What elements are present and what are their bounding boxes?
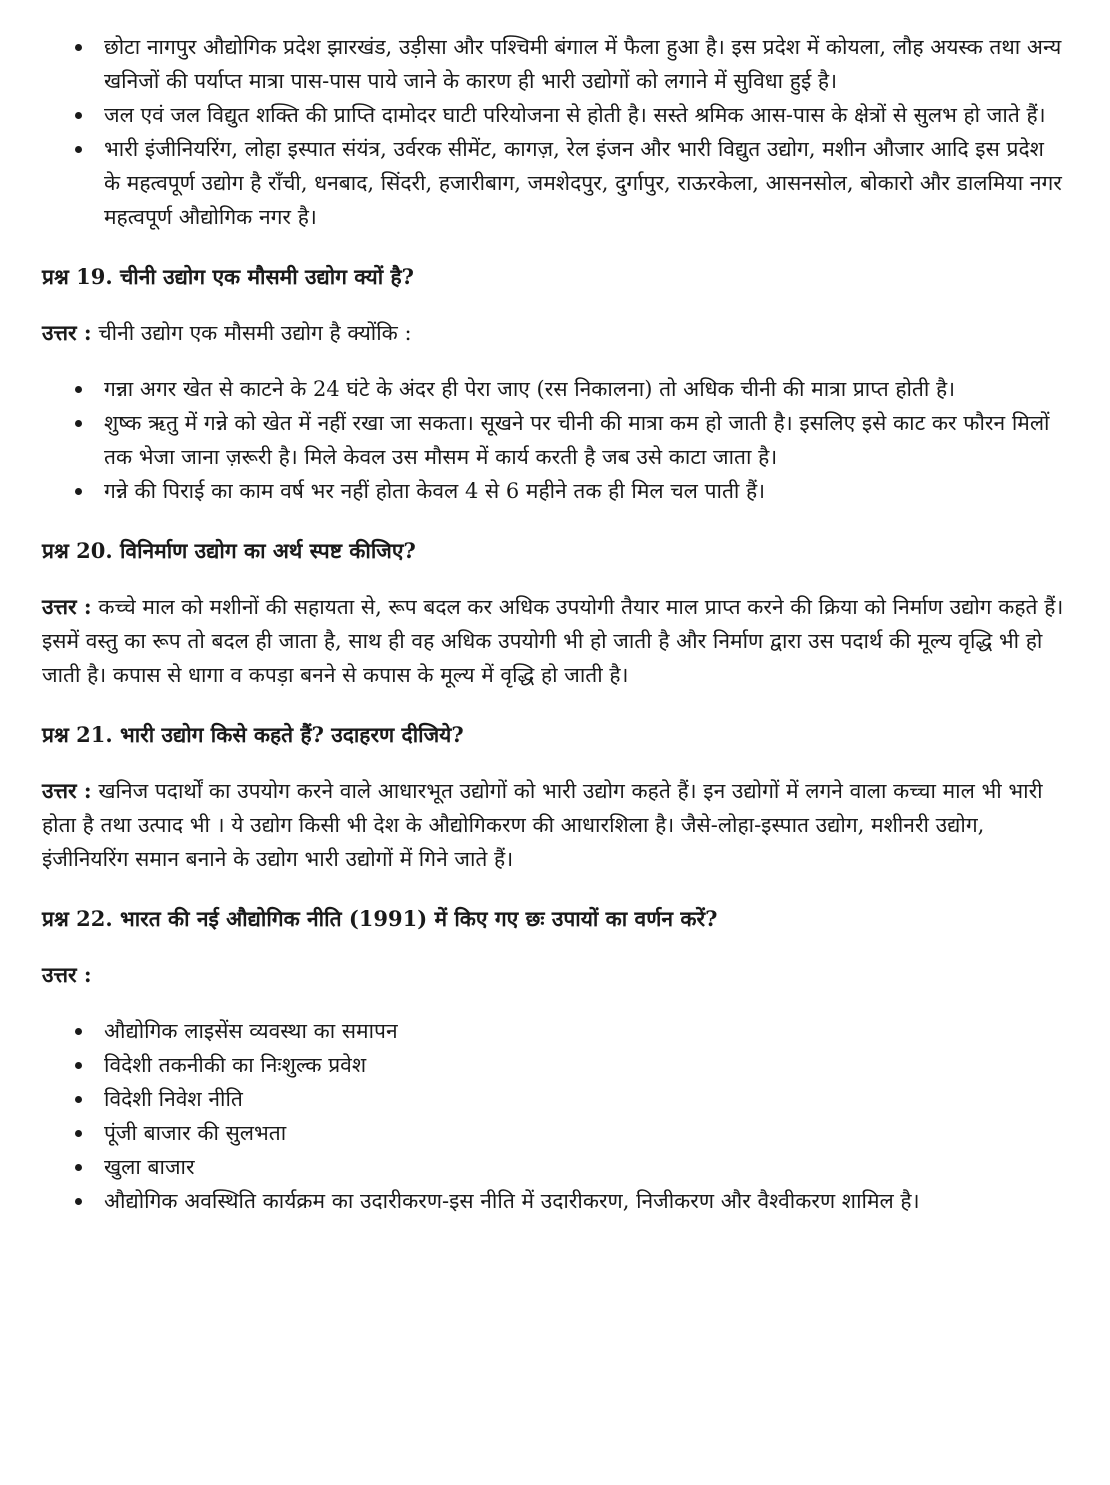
list-item: [42, 30, 1066, 98]
bullet-dot-icon: [75, 1130, 82, 1137]
bullet-dot-icon: [75, 1028, 82, 1035]
question-22-heading: प्रश्न 22. भारत की नई औद्योगिक नीति (1991) में किए गए छः उपायों का वर्णन करें?: [42, 906, 718, 931]
question-19-heading: प्रश्न 19. चीनी उद्योग एक मौसमी उद्योग क्यों है?: [42, 264, 414, 289]
answer-label: उत्तर :: [42, 594, 92, 619]
list-item-text: छोटा नागपुर औद्योगिक प्रदेश झारखंड, उड़ीसा और पश्चिमी बंगाल में फैला हुआ है। इस प्रदेश में कोयला, लौह अयस्क तथा अन्य खनिजों की पर्याप्त मात्रा पास-पास पाये जाने के कारण ही भारी उद्योगों को लगाने में सुविधा हुई है।: [104, 35, 1062, 93]
list-item: [42, 474, 1066, 508]
list-item-text: गन्ने की पिराई का काम वर्ष भर नहीं होता केवल 4 से 6 महीने तक ही मिल चल पाती हैं।: [104, 479, 766, 503]
bullet-dot-icon: [75, 146, 82, 153]
list-item: [42, 1014, 1066, 1048]
intro-bullet-list: [42, 30, 1066, 234]
answer-text: खनिज पदार्थों का उपयोग करने वाले आधारभूत उद्योगों को भारी उद्योग कहते हैं। इन उद्योगों में लगने वाला कच्चा माल भी भारी होता है तथा उत्पाद भी । ये उद्योग किसी भी देश के औद्योगिकरण की आधारशिला है। जैसे-लोहा-इस्पात उद्योग, मशीनरी उद्योग, इंजीनियरिंग समान बनाने के उद्योग भारी उद्योगों में गिने जाते हैं।: [42, 779, 1043, 871]
list-item-text: विदेशी तकनीकी का निःशुल्क प्रवेश: [104, 1053, 367, 1077]
answer-label: उत्तर :: [42, 320, 92, 345]
list-item-text: विदेशी निवेश नीति: [104, 1087, 243, 1111]
list-item: [42, 372, 1066, 406]
answer-text: चीनी उद्योग एक मौसमी उद्योग है क्योंकि :: [91, 321, 412, 345]
list-item-text: शुष्क ऋतु में गन्ने को खेत में नहीं रखा जा सकता। सूखने पर चीनी की मात्रा कम हो जाती है। इसलिए इसे काट कर फौरन मिलों तक भेजा जाना ज़रूरी है। मिले केवल उस मौसम में कार्य करती है जब उसे काटा जाता है।: [104, 411, 1050, 469]
list-item: [42, 406, 1066, 474]
bullet-dot-icon: [75, 1198, 82, 1205]
list-item: [42, 1082, 1066, 1116]
answer-20: [42, 590, 1066, 692]
bullet-dot-icon: [75, 488, 82, 495]
answer-21: [42, 774, 1066, 876]
bullet-dot-icon: [75, 386, 82, 393]
answer-text: कच्चे माल को मशीनों की सहायता से, रूप बदल कर अधिक उपयोगी तैयार माल प्राप्त करने की क्रिया को निर्माण उद्योग कहते हैं। इसमें वस्तु का रूप तो बदल ही जाता है, साथ ही वह अधिक उपयोगी भी हो जाती है और निर्माण द्वारा उस पदार्थ की मूल्य वृद्धि भी हो जाती है। कपास से धागा व कपड़ा बनने से कपास के मूल्य में वृद्धि हो जाती है।: [42, 595, 1064, 687]
bullet-dot-icon: [75, 112, 82, 119]
question-21-heading: प्रश्न 21. भारी उद्योग किसे कहते हैं? उदाहरण दीजिये?: [42, 722, 464, 747]
bullet-dot-icon: [75, 1062, 82, 1069]
list-item-text: भारी इंजीनियरिंग, लोहा इस्पात संयंत्र, उर्वरक सीमेंट, कागज़, रेल इंजन और भारी विद्युत उद्योग, मशीन औजार आदि इस प्रदेश के महत्वपूर्ण उद्योग है राँची, धनबाद, सिंदरी, हजारीबाग, जमशेदपुर, दुर्गापुर, राऊरकेला, आसनसोल, बोकारो और डालमिया नगर महत्वपूर्ण औद्योगिक नगर है।: [104, 137, 1062, 229]
answer-22: [42, 958, 1066, 992]
list-item-text: औद्योगिक लाइसेंस व्यवस्था का समापन: [104, 1019, 398, 1043]
answer-label: उत्तर :: [42, 962, 92, 987]
list-item-text: गन्ना अगर खेत से काटने के 24 घंटे के अंदर ही पेरा जाए (रस निकालना) तो अधिक चीनी की मात्रा प्राप्त होती है।: [104, 377, 956, 401]
bullet-dot-icon: [75, 1164, 82, 1171]
list-item: [42, 132, 1066, 234]
list-item: [42, 1116, 1066, 1150]
list-item-text: पूंजी बाजार की सुलभता: [104, 1121, 287, 1145]
bullet-dot-icon: [75, 44, 82, 51]
list-item: [42, 1184, 1066, 1218]
bullet-dot-icon: [75, 420, 82, 427]
list-item-text: खुला बाजार: [104, 1155, 195, 1179]
bullet-dot-icon: [75, 1096, 82, 1103]
question-20-heading: प्रश्न 20. विनिर्माण उद्योग का अर्थ स्पष्ट कीजिए?: [42, 538, 416, 563]
list-item-text: औद्योगिक अवस्थिति कार्यक्रम का उदारीकरण-इस नीति में उदारीकरण, निजीकरण और वैश्वीकरण शामिल है।: [104, 1189, 920, 1213]
answer-label: उत्तर :: [42, 778, 92, 803]
list-item-text: जल एवं जल विद्युत शक्ति की प्राप्ति दामोदर घाटी परियोजना से होती है। सस्ते श्रमिक आस-पास के क्षेत्रों से सुलभ हो जाते हैं।: [104, 103, 1046, 127]
answer-19-bullet-list: [42, 372, 1066, 508]
list-item: [42, 1150, 1066, 1184]
list-item: [42, 98, 1066, 132]
answer-22-bullet-list: [42, 1014, 1066, 1218]
answer-19: [42, 316, 1066, 350]
list-item: [42, 1048, 1066, 1082]
